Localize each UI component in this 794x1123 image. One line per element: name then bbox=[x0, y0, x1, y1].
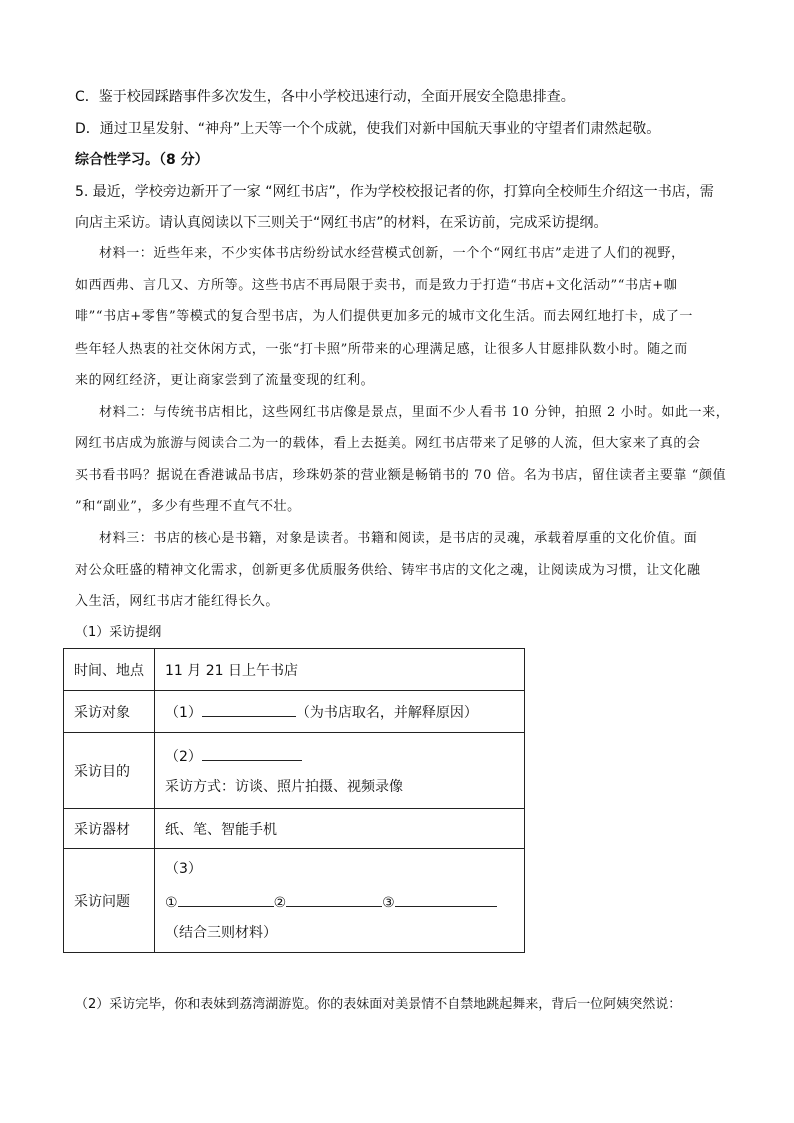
answer-blank-1[interactable] bbox=[202, 702, 296, 717]
answer-blank-2[interactable] bbox=[202, 746, 302, 761]
table-row bbox=[64, 849, 525, 953]
material-2-line-4: ”和“副业”，多少有些理不直气不壮。 bbox=[75, 499, 301, 514]
interview-method: 采访方式：访谈、照片拍摄、视频录像 bbox=[165, 778, 403, 795]
marker-3: ③ bbox=[382, 894, 395, 911]
sub-question-2: （2）采访完毕，你和表妹到荔湾湖游览。你的表妹面对美景情不自禁地跳起舞来，背后一位阿姨突然说： bbox=[75, 997, 682, 1012]
material-2-line-3: 买书看书吗？据说在香港诚品书店，珍珠奶茶的营业额是畅销书的 70 倍。名为书店，留住读者主要靠 “颜值 bbox=[75, 468, 727, 483]
question-line-2: 向店主采访。请认真阅读以下三则关于“网红书店”的材料，在采访前，完成采访提纲。 bbox=[75, 215, 608, 231]
material-1-line-4: 些年轻人热衷的社交休闲方式，一张“打卡照”所带来的心理满足感，让很多人甘愿排队数小时。随之而 bbox=[75, 342, 688, 357]
sub-question-1-label: （1）采访提纲 bbox=[75, 625, 162, 640]
material-1-line-3: 啡”“书店+零售”等模式的复合型书店，为人们提供更加多元的城市文化生活。而去网红地打卡，成了一 bbox=[75, 309, 694, 324]
material-1-line-1: 材料一：近些年来，不少实体书店纷纷试水经营模式创新，一个个“网红书店”走进了人们的视野， bbox=[99, 246, 685, 261]
section-title: 综合性学习。（8 分） bbox=[75, 152, 209, 168]
purpose-blank-line bbox=[165, 746, 514, 766]
row-value-questions bbox=[155, 849, 525, 953]
material-2-line-2: 网红书店成为旅游与阅读合二为一的载体，看上去挺美。网红书店带来了足够的人流，但大家来了真的会 bbox=[75, 436, 701, 451]
row-value-interviewee bbox=[155, 691, 525, 733]
material-3-line-3: 入生活，网红书店才能红得长久。 bbox=[75, 594, 280, 609]
row-key-questions: 采访问题 bbox=[64, 849, 155, 953]
table-row bbox=[64, 809, 525, 849]
blank-1-note: （为书店取名，并解释原因） bbox=[295, 704, 478, 721]
material-2-line-1: 材料二：与传统书店相比，这些网红书店像是景点，里面不少人看书 10 分钟，拍照 2 小时。如此一来， bbox=[99, 405, 730, 420]
marker-1: ① bbox=[165, 894, 178, 911]
row-key-interviewee: 采访对象 bbox=[64, 691, 155, 733]
material-1-line-2: 如西西弗、言几又、方所等。这些书店不再局限于卖书，而是致力于打造“书店+文化活动”“书店+咖 bbox=[75, 278, 678, 293]
row-value-equipment: 纸、笔、智能手机 bbox=[155, 809, 525, 849]
question-blanks bbox=[165, 892, 514, 912]
option-d: D．通过卫星发射、“神舟”上天等一个个成就，使我们对新中国航天事业的守望者们肃然起敬。 bbox=[75, 121, 661, 137]
material-3-line-2: 对公众旺盛的精神文化需求，创新更多优质服务供给、铸牢书店的文化之魂，让阅读成为习惯，让文化融 bbox=[75, 563, 701, 578]
row-key-time-place: 时间、地点 bbox=[64, 649, 155, 691]
answer-blank-3-3[interactable] bbox=[395, 892, 497, 907]
table-row bbox=[64, 733, 525, 809]
questions-note: （结合三则材料） bbox=[165, 924, 277, 941]
row-key-equipment: 采访器材 bbox=[64, 809, 155, 849]
answer-blank-3-1[interactable] bbox=[178, 892, 274, 907]
question-line-1: 5. 最近，学校旁边新开了一家 “网红书店”，作为学校校报记者的你，打算向全校师生介绍这一书店，需 bbox=[75, 184, 714, 200]
table-row bbox=[64, 649, 525, 691]
blank-number-1: （1） bbox=[165, 704, 202, 721]
marker-2: ② bbox=[273, 894, 287, 911]
blank-number-3: （3） bbox=[165, 860, 202, 877]
row-value-purpose bbox=[155, 733, 525, 809]
row-value-time-place: 11 月 21 日上午书店 bbox=[155, 649, 525, 691]
answer-blank-3-2[interactable] bbox=[286, 892, 382, 907]
material-1-line-5: 来的网红经济，更让商家尝到了流量变现的红利。 bbox=[75, 373, 375, 388]
interview-outline-table bbox=[63, 648, 525, 953]
blank-number-2: （2） bbox=[165, 748, 202, 765]
row-key-purpose: 采访目的 bbox=[64, 733, 155, 809]
option-c: C．鉴于校园踩踏事件多次发生，各中小学校迅速行动，全面开展安全隐患排查。 bbox=[75, 89, 575, 105]
table-row bbox=[64, 691, 525, 733]
material-3-line-1: 材料三：书店的核心是书籍，对象是读者。书籍和阅读，是书店的灵魂，承载着厚重的文化价值。面 bbox=[99, 531, 698, 546]
